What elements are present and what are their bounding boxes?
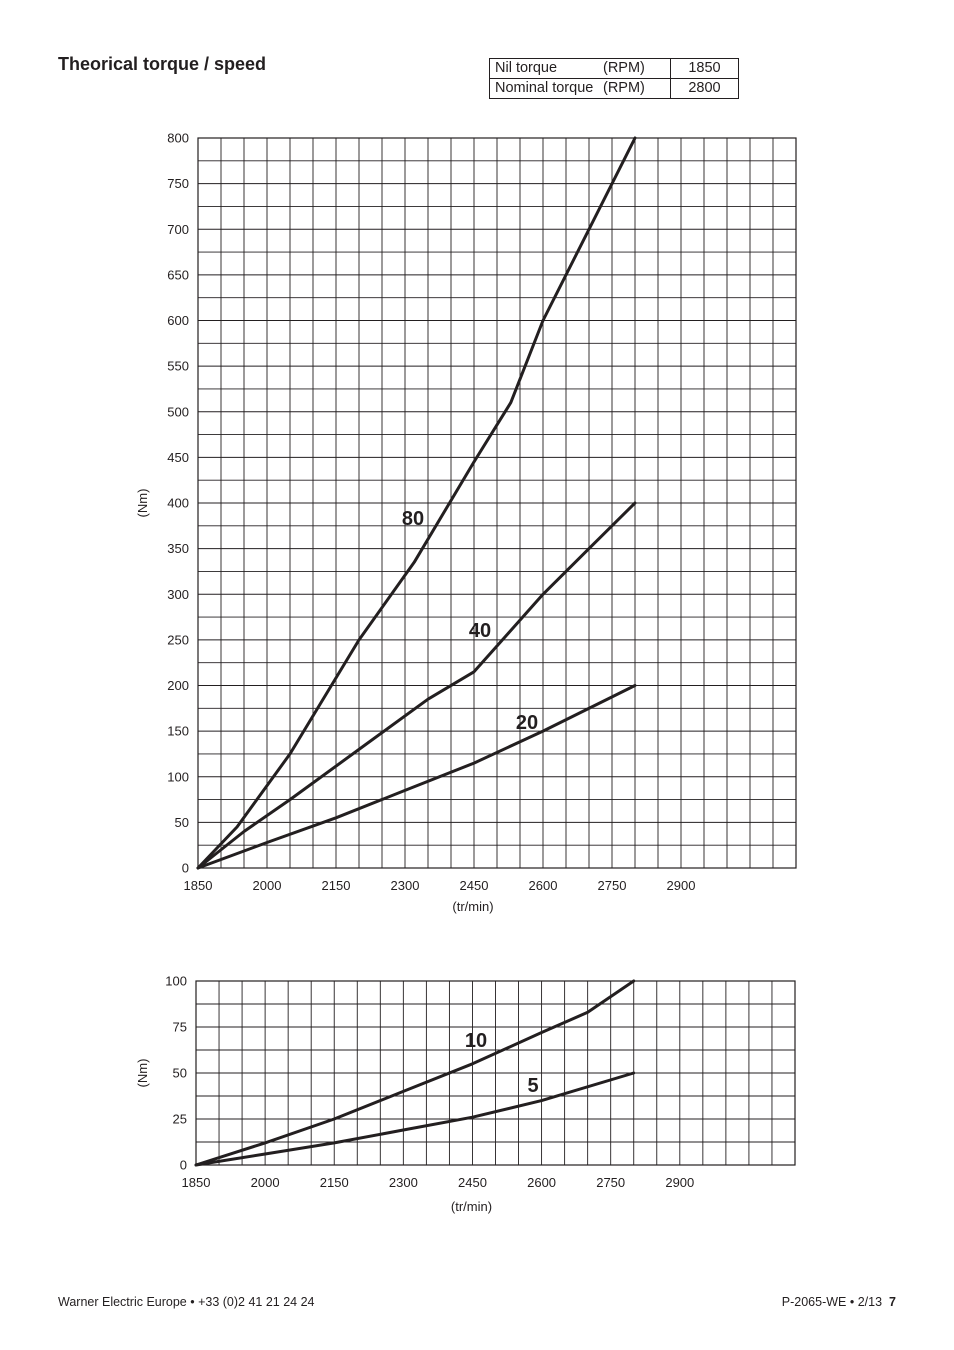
y-tick-label: 500 — [167, 404, 189, 420]
x-tick-label: 2300 — [390, 878, 420, 893]
spec-unit: (RPM) — [603, 60, 645, 76]
x-tick-label: 2450 — [458, 1175, 487, 1190]
y-tick-label: 800 — [167, 130, 189, 146]
y-axis-label: (Nm) — [135, 1058, 150, 1088]
y-tick-label: 550 — [167, 358, 189, 374]
x-tick-label: 2000 — [250, 1175, 280, 1190]
footer-doc-ref: P-2065-WE • 2/13 — [781, 1295, 883, 1309]
x-tick-label: 2150 — [321, 878, 351, 893]
y-tick-label: 0 — [181, 860, 189, 876]
x-tick-label: 2900 — [665, 1175, 695, 1190]
y-tick-label: 650 — [167, 267, 189, 283]
x-axis-label: (tr/min) — [450, 1199, 493, 1214]
x-tick-label: 2600 — [527, 1175, 557, 1190]
y-tick-label: 600 — [167, 313, 189, 328]
page-title: Theorical torque / speed — [58, 54, 267, 74]
x-tick-label: 2900 — [666, 878, 696, 893]
x-tick-label: 2150 — [319, 1175, 349, 1190]
spec-value: 1850 — [671, 59, 739, 79]
y-tick-label: 100 — [167, 769, 189, 785]
x-tick-label: 1850 — [181, 1175, 211, 1190]
series-label: 80 — [401, 508, 425, 530]
y-tick-label: 25 — [172, 1111, 187, 1127]
x-axis-label: (tr/min) — [452, 899, 494, 914]
y-tick-label: 250 — [167, 632, 189, 648]
y-tick-label: 50 — [174, 814, 189, 830]
x-tick-label: 2000 — [252, 878, 282, 893]
x-tick-label: 2600 — [528, 878, 558, 893]
x-tick-label: 1850 — [183, 878, 213, 893]
y-tick-label: 200 — [167, 678, 189, 693]
y-tick-label: 100 — [165, 973, 187, 989]
footer-company: Warner Electric Europe • +33 (0)2 41 21 24 24 — [58, 1295, 315, 1309]
x-tick-label: 2300 — [388, 1175, 418, 1190]
spec-value: 2800 — [671, 79, 739, 99]
spec-unit: (RPM) — [603, 80, 645, 96]
spec-label: Nominal torque — [495, 80, 594, 96]
y-tick-label: 50 — [172, 1065, 187, 1081]
spec-label: Nil torque — [495, 60, 558, 76]
y-tick-label: 700 — [167, 221, 189, 237]
y-axis-label: (Nm) — [135, 488, 150, 518]
x-tick-label: 2450 — [459, 878, 489, 893]
series-label: 40 — [468, 620, 492, 642]
series-label: 20 — [515, 712, 539, 734]
y-tick-label: 400 — [167, 495, 189, 511]
y-tick-label: 750 — [167, 176, 189, 192]
y-tick-label: 150 — [167, 723, 189, 739]
series-label: 5 — [527, 1075, 539, 1097]
y-tick-label: 300 — [167, 586, 189, 602]
series-label: 10 — [464, 1030, 488, 1052]
x-tick-label: 2750 — [596, 1175, 626, 1190]
footer-ref — [782, 1295, 896, 1309]
y-tick-label: 450 — [167, 449, 189, 465]
x-tick-label: 2750 — [597, 878, 627, 893]
y-tick-label: 350 — [167, 541, 189, 557]
y-tick-label: 0 — [179, 1157, 187, 1173]
y-tick-label: 75 — [172, 1019, 187, 1035]
page-number: 7 — [889, 1295, 896, 1309]
